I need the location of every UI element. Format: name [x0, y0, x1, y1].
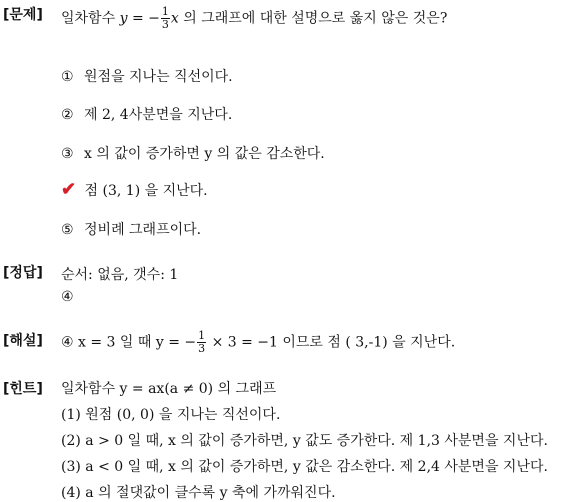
- answer-line-2: ④: [61, 289, 74, 305]
- choice-3-text: x 의 값이 증가하면 y 의 값은 감소한다.: [84, 146, 325, 162]
- explanation-frac-num: 1: [198, 329, 206, 342]
- question-tag: [문제]: [3, 7, 43, 23]
- stem-y: y: [119, 10, 128, 27]
- explanation-suffix: × 3 = −1 이므로 점 ( 3,-1) 을 지난다.: [211, 334, 456, 351]
- hint-line-3: (3) a < 0 일 때, x 의 값이 증가하면, y 값은 감소한다. 제 2,4 사분면을 지난다.: [61, 459, 548, 475]
- choice-1-text: 원점을 지나는 직선이다.: [84, 69, 233, 85]
- choice-3[interactable]: [61, 143, 325, 163]
- answer-tag: [정답]: [3, 265, 43, 281]
- choice-5-text: 정비례 그래프이다.: [84, 222, 202, 238]
- stem-fraction: [161, 6, 170, 31]
- explanation-frac-den: 3: [198, 342, 206, 355]
- choice-1-marker: ①: [61, 69, 74, 85]
- explanation-text: [61, 330, 455, 355]
- choice-2[interactable]: [61, 104, 232, 124]
- explanation-tag: [해설]: [3, 333, 43, 349]
- hint-line-1: (1) 원점 (0, 0) 을 지나는 직선이다.: [61, 407, 281, 423]
- stem-x: x: [170, 10, 179, 27]
- choice-5-marker: ⑤: [61, 222, 74, 238]
- stem-eq: = −: [131, 10, 160, 27]
- explanation-fraction: [197, 330, 206, 355]
- choice-4[interactable]: [61, 179, 208, 200]
- stem-prefix: 일차함수: [61, 10, 116, 27]
- hint-tag: [힌트]: [3, 381, 43, 397]
- choice-5[interactable]: [61, 219, 201, 239]
- hint-line-0: 일차함수 y = ax(a ≠ 0) 의 그래프: [61, 381, 277, 397]
- checkmark-icon: ✔: [61, 179, 77, 200]
- choice-2-text: 제 2, 4사분면을 지난다.: [84, 107, 233, 123]
- question-stem: [61, 6, 447, 31]
- hint-line-4: (4) a 의 절댓값이 클수록 y 축에 가까워진다.: [61, 485, 336, 501]
- choice-3-marker: ③: [61, 146, 74, 162]
- hint-line-2: (2) a > 0 일 때, x 의 값이 증가하면, y 값도 증가한다. 제 1,3 사분면을 지난다.: [61, 433, 548, 449]
- choice-4-text: 점 (3, 1) 을 지난다.: [84, 183, 208, 199]
- choice-1[interactable]: [61, 66, 233, 86]
- stem-frac-num: 1: [161, 5, 169, 18]
- stem-suffix: 의 그래프에 대한 설명으로 옳지 않은 것은?: [183, 10, 448, 27]
- choice-2-marker: ②: [61, 107, 74, 123]
- answer-line-1: 순서: 없음, 갯수: 1: [61, 267, 179, 283]
- stem-frac-den: 3: [161, 18, 169, 31]
- explanation-prefix: ④ x = 3 일 때 y = −: [61, 334, 197, 351]
